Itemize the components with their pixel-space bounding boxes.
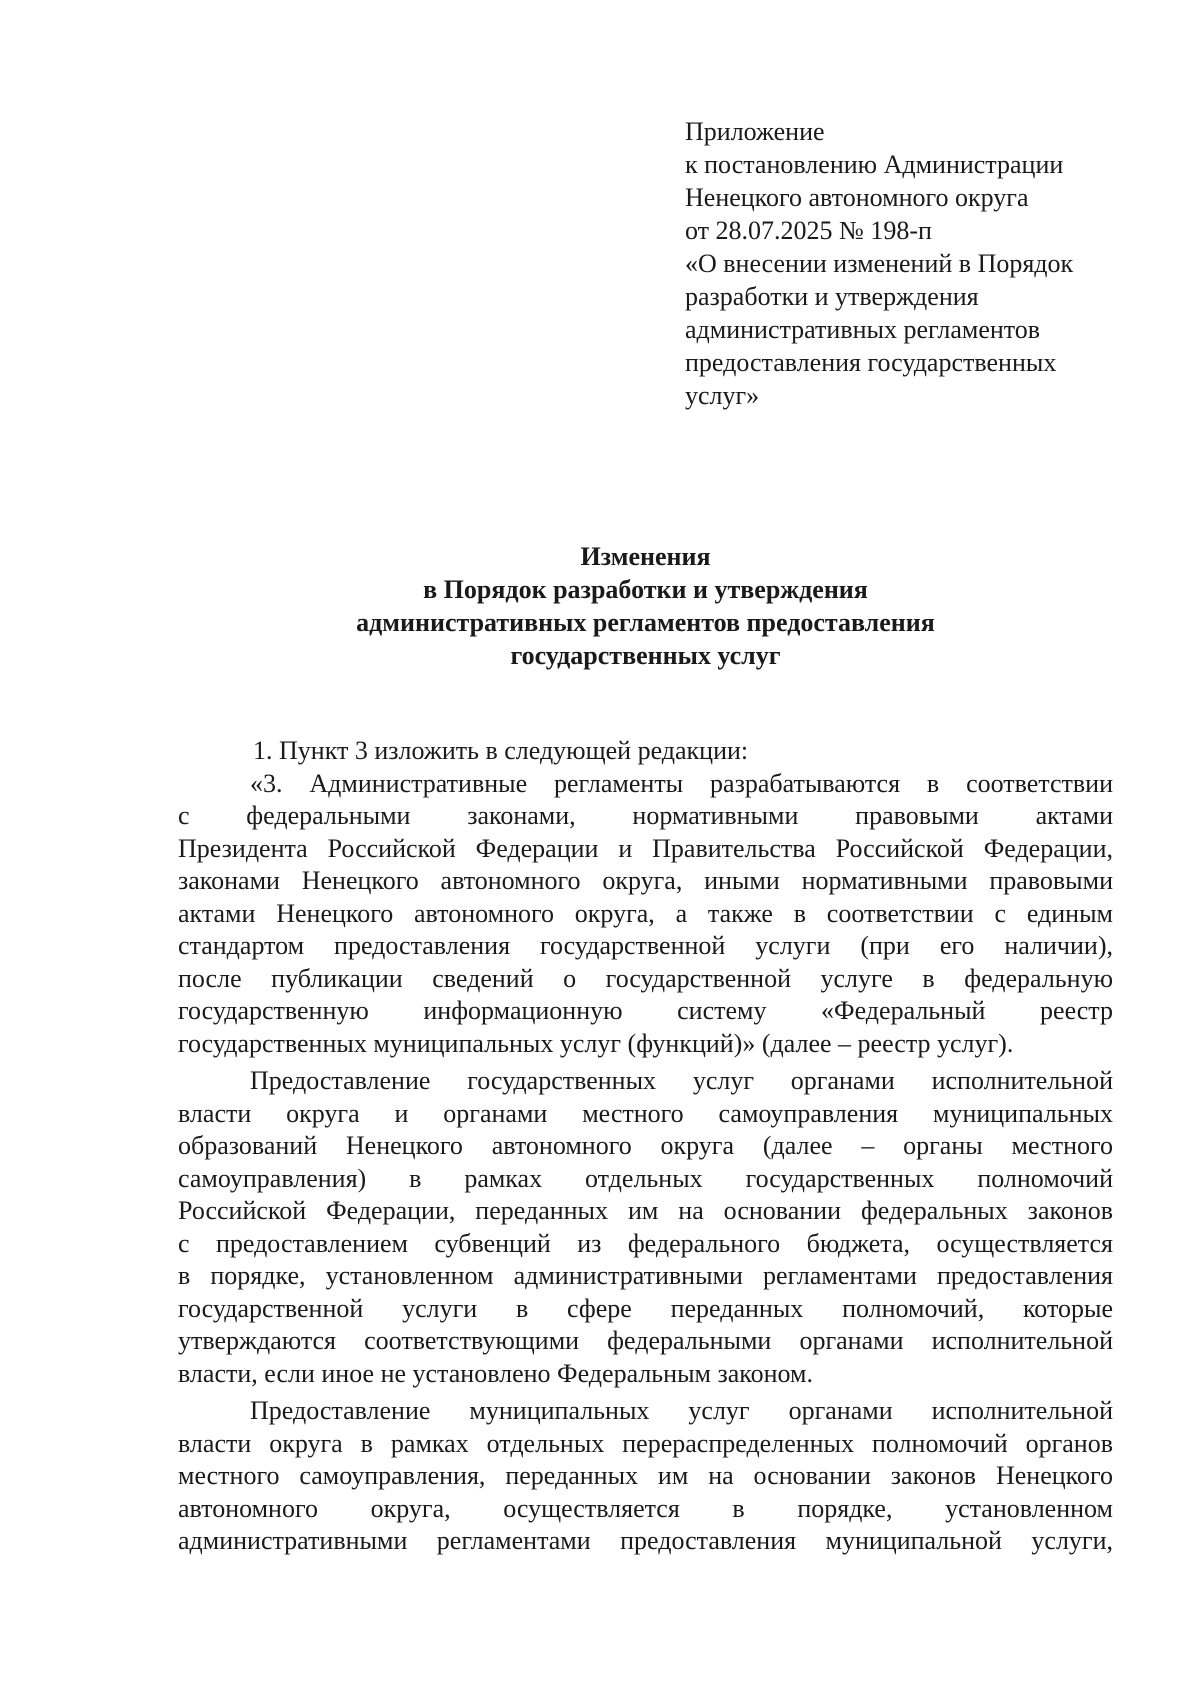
text-line: Предоставление государственных услуг органами исполнительной xyxy=(250,1066,1113,1095)
text-line: местного самоуправления, переданных им на основании законов Ненецкого xyxy=(178,1461,1113,1490)
paragraph-3 xyxy=(178,1395,1113,1558)
text-line: автономного округа, осуществляется в порядке, установленном xyxy=(178,1493,1113,1523)
appendix-line: к постановлению Администрации xyxy=(685,150,1064,179)
text-line: Предоставление муниципальных услуг органами исполнительной xyxy=(250,1396,1113,1425)
text-line: власти, если иное не установлено Федеральным законом. xyxy=(178,1358,813,1388)
text-line: государственных муниципальных услуг (функций)» (далее – реестр услуг). xyxy=(178,1028,1014,1058)
text-line: власти округа и органами местного самоуправления муниципальных xyxy=(178,1098,1113,1128)
text-line: актами Ненецкого автономного округа, а также в соответствии с единым xyxy=(178,898,1113,928)
appendix-line: административных регламентов xyxy=(685,315,1041,344)
title-line: административных регламентов предоставления xyxy=(356,608,935,637)
text-line: власти округа в рамках отдельных перераспределенных полномочий органов xyxy=(178,1428,1113,1458)
appendix-header xyxy=(685,115,1155,412)
paragraph-1 xyxy=(178,768,1113,1061)
text-line: в порядке, установленном административными регламентами предоставления xyxy=(178,1261,1113,1290)
document-body xyxy=(178,735,1113,1558)
text-line: государственной услуги в сфере переданных полномочий, которые xyxy=(178,1293,1113,1323)
text-line: «3. Административные регламенты разрабатываются в соответствии xyxy=(250,768,1113,798)
paragraph-2 xyxy=(178,1065,1113,1390)
appendix-line: «О внесении изменений в Порядок xyxy=(685,249,1074,278)
text-line: после публикации сведений о государственной услуге в федеральную xyxy=(178,963,1113,993)
text-line: с предоставлением субвенций из федерального бюджета, осуществляется xyxy=(178,1228,1113,1258)
text-line: стандартом предоставления государственной услуги (при его наличии), xyxy=(178,931,1113,960)
title-line: государственных услуг xyxy=(510,641,781,670)
text-line: Президента Российской Федерации и Правительства Российской Федерации, xyxy=(178,833,1113,863)
text-line: законами Ненецкого автономного округа, иными нормативными правовыми xyxy=(178,866,1113,895)
appendix-line: Ненецкого автономного округа xyxy=(685,183,1029,212)
appendix-line: разработки и утверждения xyxy=(685,282,979,311)
appendix-line: услуг» xyxy=(685,381,760,410)
appendix-line: от 28.07.2025 № 198-п xyxy=(685,216,932,245)
text-line: самоуправления) в рамках отдельных государственных полномочий xyxy=(178,1163,1113,1193)
text-line: государственную информационную систему «Федеральный реестр xyxy=(178,996,1113,1025)
appendix-line: предоставления государственных xyxy=(685,348,1057,377)
appendix-line: Приложение xyxy=(685,117,825,146)
item-1-heading: 1. Пункт 3 изложить в следующей редакции: xyxy=(253,736,749,765)
text-line: утверждаются соответствующими федеральными органами исполнительной xyxy=(178,1326,1113,1355)
text-line: образований Ненецкого автономного округа (далее – органы местного xyxy=(178,1131,1113,1160)
text-line: административными регламентами предоставления муниципальной услуги, xyxy=(178,1526,1113,1555)
text-line: Российской Федерации, переданных им на основании федеральных законов xyxy=(178,1196,1113,1225)
title-line: Изменения xyxy=(580,542,711,571)
title-line: в Порядок разработки и утверждения xyxy=(423,575,868,604)
text-line: с федеральными законами, нормативными правовыми актами xyxy=(178,801,1113,830)
document-title xyxy=(178,540,1113,672)
